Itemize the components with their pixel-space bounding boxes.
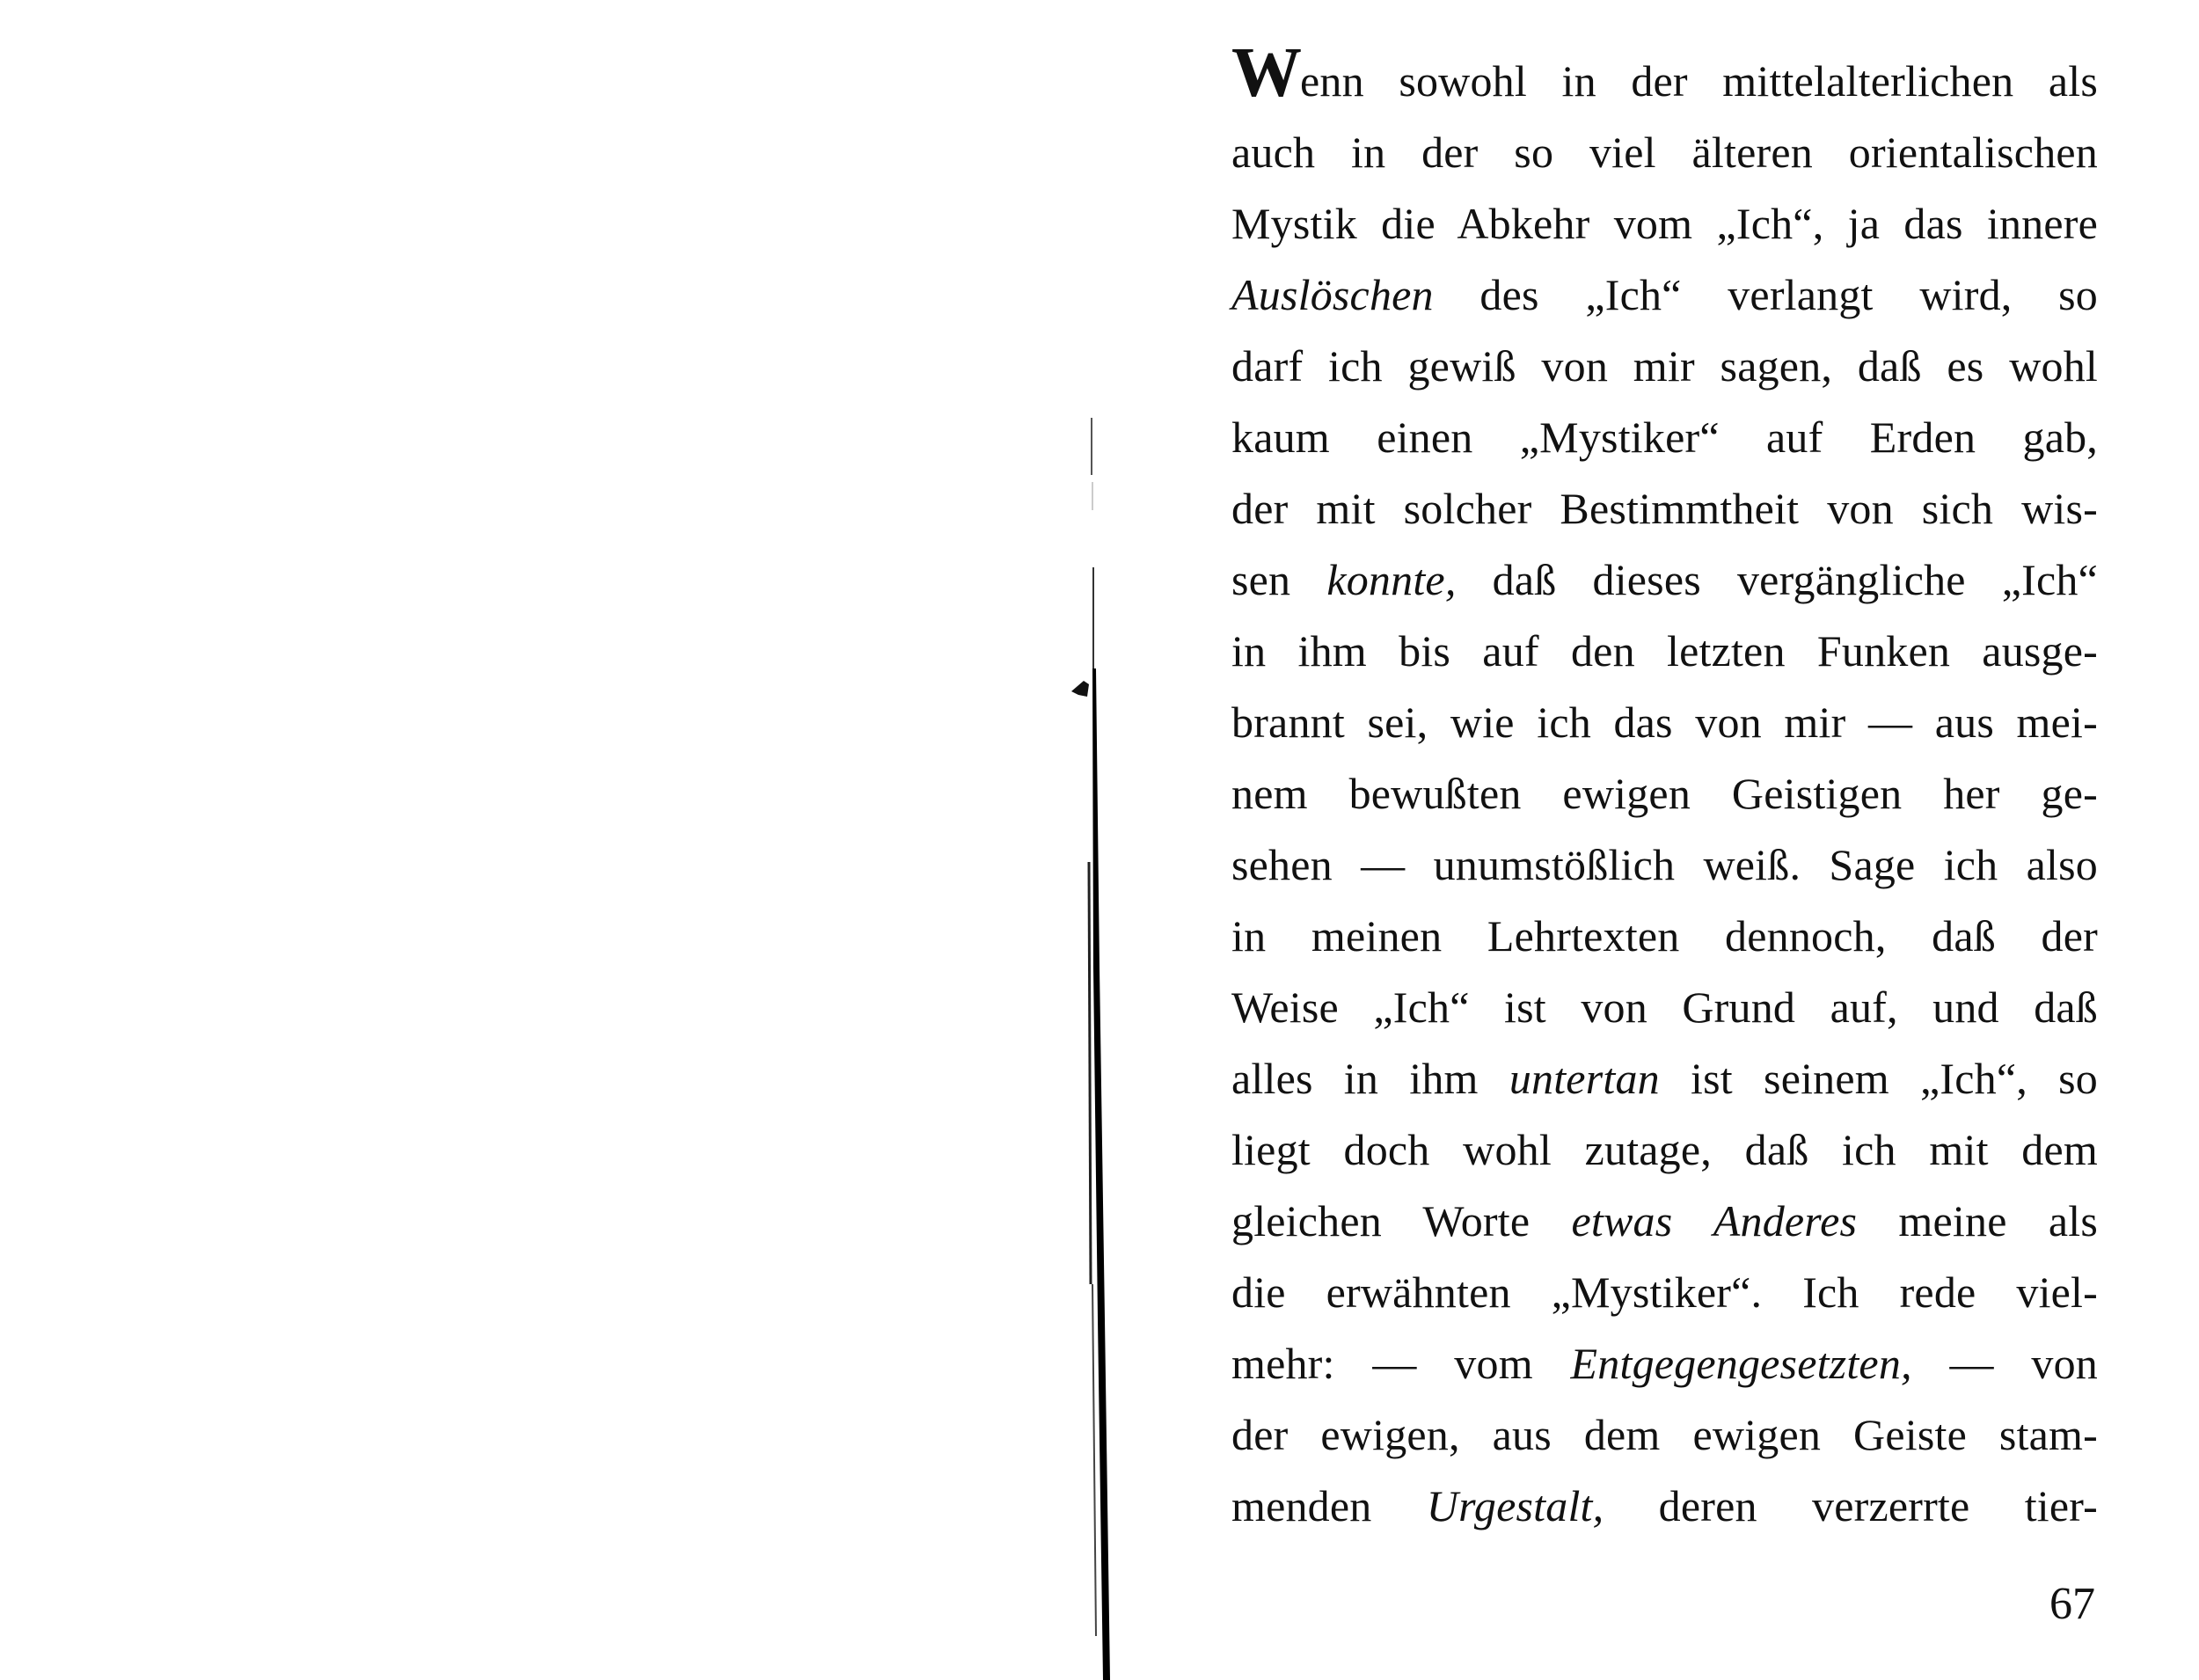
page-number: 67: [2049, 1579, 2095, 1629]
text-segment: gleichen Worte: [1231, 1196, 1572, 1245]
text-segment: des „Ich“ verlangt wird, so: [1433, 270, 2098, 319]
italic-emphasis: Urgestalt,: [1426, 1481, 1604, 1530]
text-segment: auch in der so viel älteren orientalischen: [1231, 128, 2098, 177]
text-segment: Weise „Ich“ ist von Grund auf, und daß: [1231, 982, 2098, 1032]
text-line: [1231, 1328, 2098, 1399]
text-line: [1231, 188, 2098, 259]
text-segment: in ihm bis auf den letzten Funken ausge-: [1231, 626, 2098, 676]
body-text: [1231, 34, 2099, 1542]
text-line: [1231, 901, 2098, 972]
text-line: [1231, 259, 2098, 331]
text-segment: kaum einen „Mystiker“ auf Erden gab,: [1231, 413, 2098, 462]
text-line: [1231, 544, 2098, 616]
text-segment: die erwähnten „Mystiker“. Ich rede viel-: [1231, 1267, 2098, 1317]
text-line: [1231, 473, 2098, 544]
text-segment: ist seinem „Ich“, so: [1659, 1054, 2098, 1103]
text-line: [1231, 1257, 2098, 1328]
italic-emphasis: Auslöschen: [1231, 270, 1434, 319]
text-segment: sehen — unumstößlich weiß. Sage ich also: [1231, 840, 2098, 889]
text-line: [1231, 829, 2098, 901]
drop-initial: W: [1231, 34, 1300, 112]
spine-shadow-line-lower: [1092, 1284, 1096, 1636]
spine-shadow-line: [1089, 862, 1091, 1284]
text-line: [1231, 1399, 2098, 1471]
text-line: [1231, 758, 2098, 829]
spine-smudge: [1071, 681, 1089, 697]
text-segment: mehr: — vom: [1231, 1339, 1571, 1388]
text-line: [1231, 616, 2098, 687]
text-segment: alles in ihm: [1231, 1054, 1509, 1103]
text-segment: deren verzerrte tier-: [1604, 1481, 2098, 1530]
text-line: [1231, 1471, 2098, 1542]
text-line: [1231, 1114, 2098, 1186]
italic-emphasis: untertan: [1509, 1054, 1660, 1103]
italic-emphasis: Entgegengesetzten,: [1570, 1339, 1912, 1388]
text-segment: Mystik die Abkehr vom „Ich“, ja das innere: [1231, 199, 2098, 248]
text-line: [1231, 34, 2098, 117]
text-segment: in meinen Lehrtexten dennoch, daß der: [1231, 911, 2098, 961]
text-segment: — von: [1911, 1339, 2099, 1388]
text-segment: sen: [1231, 555, 1327, 604]
text-segment: der ewigen, aus dem ewigen Geiste stam-: [1231, 1410, 2098, 1459]
italic-emphasis: etwas Anderes: [1571, 1196, 1858, 1245]
text-line: [1231, 687, 2098, 758]
italic-emphasis: konnte,: [1326, 555, 1457, 604]
text-segment: meine als: [1857, 1196, 2098, 1245]
text-line: [1231, 331, 2098, 402]
text-segment: nem bewußten ewigen Geistigen her ge-: [1231, 769, 2098, 818]
text-line: [1231, 117, 2098, 188]
text-segment: menden: [1231, 1481, 1427, 1530]
text-line: [1231, 402, 2098, 473]
text-line: [1231, 1043, 2098, 1114]
text-segment: der mit solcher Bestimmtheit von sich wis-: [1231, 484, 2098, 533]
text-segment: darf ich gewiß von mir sagen, daß es wohl: [1231, 341, 2098, 391]
text-segment: daß dieses vergängliche „Ich“: [1456, 555, 2098, 604]
text-segment: brannt sei, wie ich das von mir — aus mei-: [1231, 698, 2098, 747]
text-line: [1231, 972, 2098, 1043]
text-segment: enn sowohl in der mittelalterlichen als: [1300, 56, 2098, 106]
text-line: [1231, 1186, 2098, 1257]
text-segment: liegt doch wohl zutage, daß ich mit dem: [1231, 1125, 2098, 1174]
